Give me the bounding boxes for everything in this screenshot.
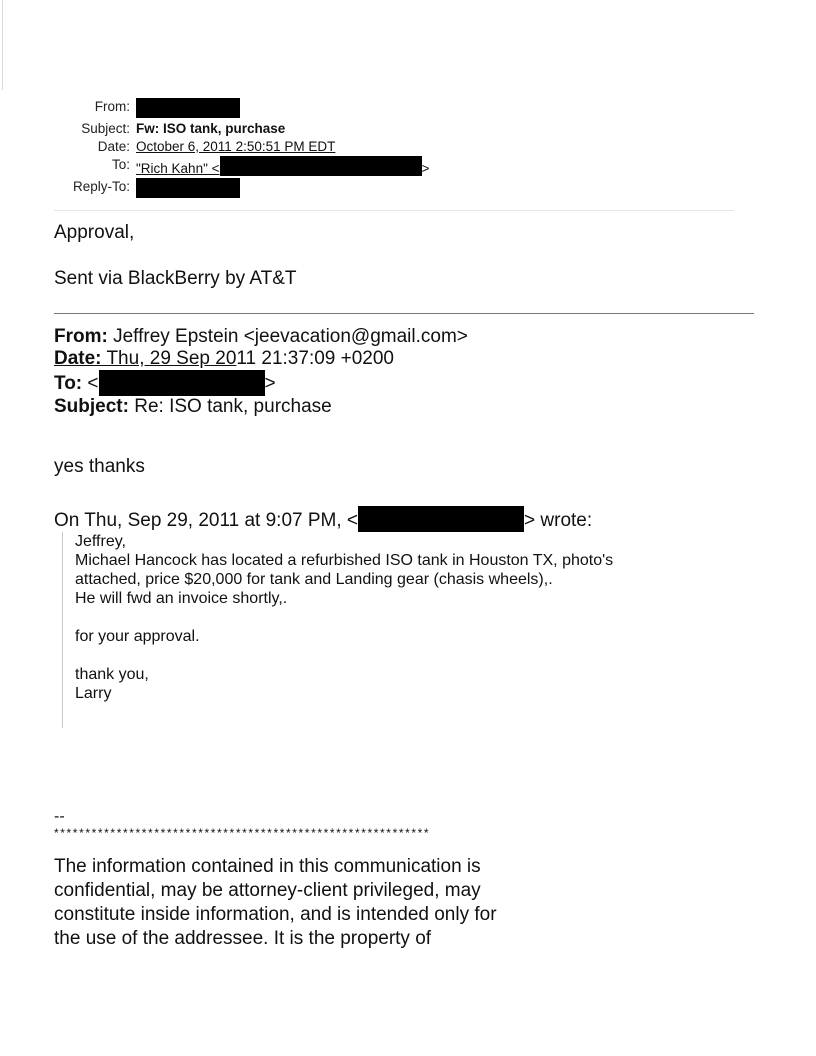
- fwd-body: yes thanks: [54, 456, 145, 477]
- fwd-to-label: To:: [54, 373, 83, 394]
- fwd-date-value-rest: 11 21:37:09 +0200: [236, 348, 394, 369]
- date-label: Date:: [97, 139, 130, 154]
- to-value-suffix: >: [421, 161, 430, 176]
- quoted-line: Jeffrey,: [75, 533, 126, 550]
- forward-divider: [54, 313, 754, 314]
- to-value-prefix: "Rich Kahn" <: [136, 161, 220, 176]
- header-date-row: [44, 138, 429, 156]
- email-header: [44, 98, 429, 200]
- quote-intro-prefix: On Thu, Sep 29, 2011 at 9:07 PM, <: [54, 510, 359, 531]
- forwarded-header: [54, 326, 468, 418]
- notice-line: the use of the addressee. It is the property of: [54, 928, 432, 949]
- fwd-date-label: Date:: [54, 348, 102, 369]
- quoted-line: He will fwd an invoice shortly,.: [75, 590, 288, 607]
- header-to-row: [44, 156, 429, 178]
- fwd-subject-row: [54, 396, 468, 418]
- quoted-line: attached, price $20,000 for tank and Landing gear (chasis wheels),.: [75, 571, 553, 588]
- fwd-subject-label: Subject:: [54, 396, 129, 417]
- quoted-approval: for your approval.: [75, 628, 200, 645]
- fwd-from-value: Jeffrey Epstein <jeevacation@gmail.com>: [107, 326, 468, 347]
- message-body: Approval,: [54, 222, 135, 243]
- fwd-to-row: [54, 370, 468, 396]
- notice-line: constitute inside information, and is intended only for: [54, 904, 497, 925]
- to-label: To:: [111, 157, 130, 172]
- fwd-subject-value: Re: ISO tank, purchase: [128, 396, 332, 417]
- redaction-box: [358, 506, 524, 532]
- header-from-row: [44, 98, 429, 120]
- quoted-closing: thank you,: [75, 666, 149, 683]
- redaction-box: [136, 98, 240, 118]
- signature-separator: --: [54, 808, 65, 825]
- quote-intro-suffix: > wrote:: [524, 510, 593, 531]
- fwd-date-value-underlined: Thu, 29 Sep 20: [101, 348, 237, 369]
- fwd-to-prefix: <: [82, 373, 99, 394]
- notice-line: confidential, may be attorney-client privileged, may: [54, 880, 481, 901]
- asterisk-separator: ************************************************************: [54, 826, 431, 840]
- header-replyto-row: [44, 178, 429, 200]
- message-signature: Sent via BlackBerry by AT&T: [54, 268, 297, 289]
- fwd-from-row: [54, 326, 468, 348]
- replyto-label: Reply-To:: [72, 179, 130, 194]
- quoted-line: Michael Hancock has located a refurbished ISO tank in Houston TX, photo's: [75, 552, 614, 569]
- fwd-from-label: From:: [54, 326, 108, 347]
- redaction-box: [220, 156, 422, 176]
- header-divider: [54, 210, 734, 211]
- quoted-name: Larry: [75, 685, 112, 702]
- quoted-message: [62, 532, 795, 728]
- quote-intro: [54, 506, 592, 533]
- notice-line: The information contained in this communication is: [54, 856, 481, 877]
- date-value: October 6, 2011 2:50:51 PM EDT: [136, 139, 336, 154]
- redaction-box: [99, 370, 265, 396]
- header-subject-row: [44, 120, 429, 138]
- redaction-box: [136, 178, 240, 198]
- subject-label: Subject:: [81, 121, 130, 136]
- scan-edge-mark: [2, 0, 3, 90]
- from-label: From:: [94, 99, 130, 114]
- confidentiality-notice: [54, 855, 594, 951]
- subject-value: Fw: ISO tank, purchase: [136, 121, 286, 136]
- fwd-date-row: [54, 348, 468, 370]
- fwd-to-suffix: >: [264, 373, 276, 394]
